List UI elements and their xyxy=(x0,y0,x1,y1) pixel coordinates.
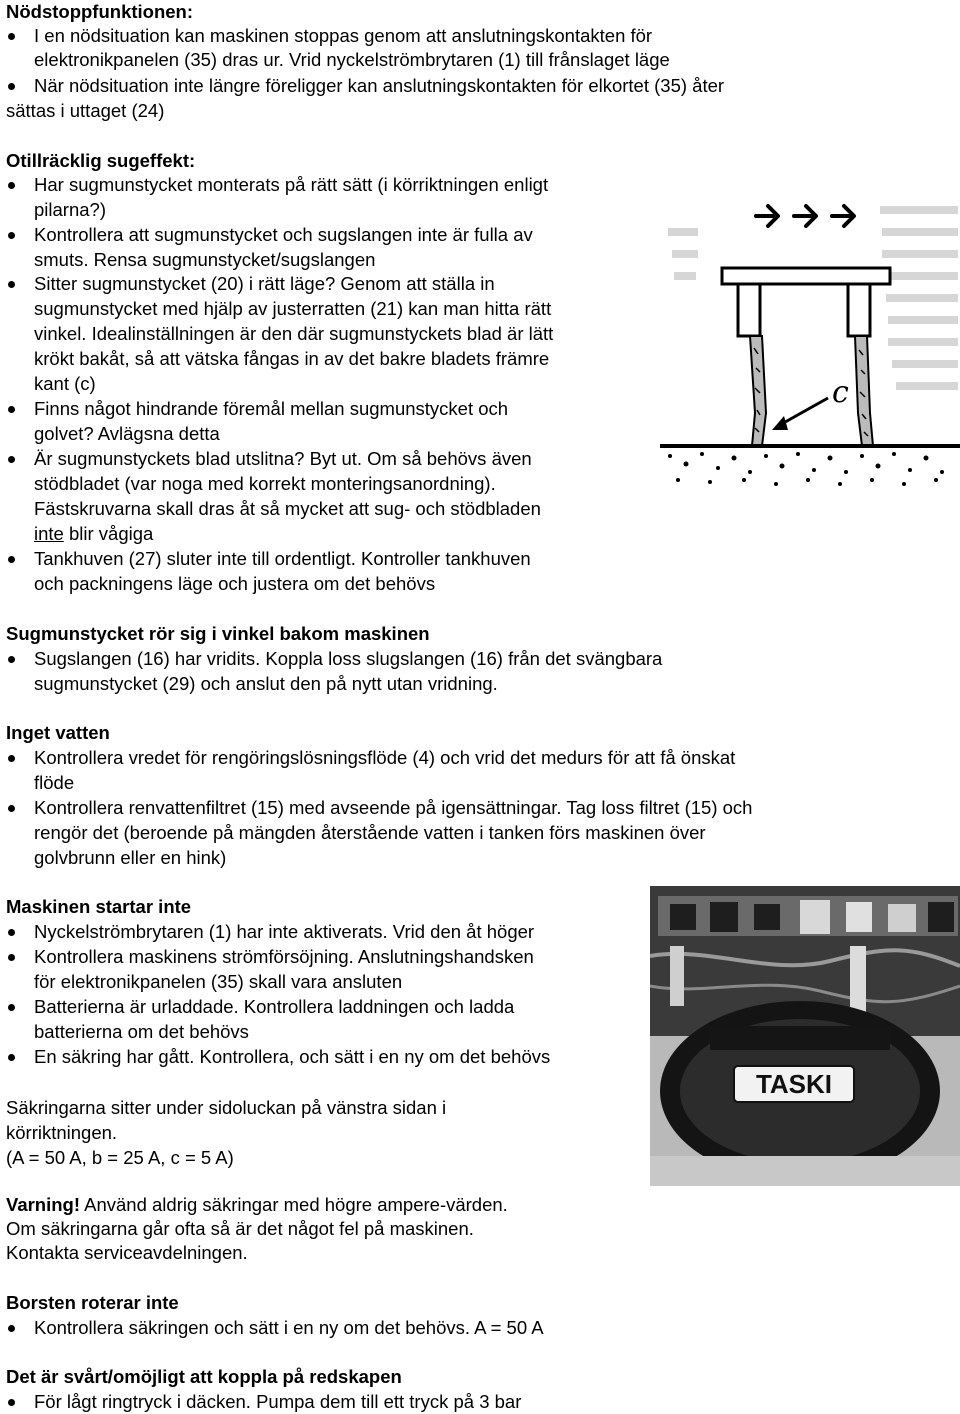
bullet xyxy=(8,656,15,663)
text-line: Sugslangen (16) har vridits. Koppla loss slugslangen (16) från det svängbara xyxy=(34,648,663,669)
heading-startar: Maskinen startar inte xyxy=(6,896,192,917)
text-line: Kontrollera vredet för rengöringslösningsflöde (4) och vrid det medurs för att få önskat xyxy=(34,747,736,768)
bullet xyxy=(8,281,15,288)
text-line: Om säkringarna går ofta så är det något fel på maskinen. xyxy=(6,1218,474,1239)
heading-borsten: Borsten roterar inte xyxy=(6,1292,179,1313)
text-line: golvbrunn eller en hink) xyxy=(34,847,227,868)
bullet xyxy=(8,954,15,961)
underlined-word: inte xyxy=(34,523,64,544)
bullet xyxy=(8,1399,15,1406)
warning-label: Varning! xyxy=(6,1194,81,1215)
text-line: för elektronikpanelen (35) skall vara ansluten xyxy=(34,971,403,992)
text-line: smuts. Rensa sugmunstycket/sugslangen xyxy=(34,249,376,270)
bullet xyxy=(8,755,15,762)
text-line: sugmunstycket (29) och anslut den på nytt utan vridning. xyxy=(34,673,498,694)
text-line: Har sugmunstycket monterats på rätt sätt (i körriktningen enligt xyxy=(34,174,549,195)
text-line xyxy=(6,1193,508,1217)
text-line: batterierna om det behövs xyxy=(34,1021,249,1042)
text-line: Är sugmunstyckets blad utslitna? Byt ut. Om så behövs även xyxy=(34,448,532,469)
heading-vatten: Inget vatten xyxy=(6,722,110,743)
heading-vinkel: Sugmunstycket rör sig i vinkel bakom maskinen xyxy=(6,623,430,644)
text-line: rengör det (beroende på mängden återstående vatten i tanken förs maskinen över xyxy=(34,822,706,843)
text-line: flöde xyxy=(34,772,75,793)
bullet xyxy=(8,1054,15,1061)
logo-text: TASKI xyxy=(755,1069,833,1099)
text-line: Kontrollera att sugmunstycket och sugslangen inte är fulla av xyxy=(34,224,533,245)
text-line: Kontrollera säkringen och sätt i en ny om det behövs. A = 50 A xyxy=(34,1317,544,1338)
text-line: och packningens läge och justera om det behövs xyxy=(34,573,436,594)
text-line: elektronikpanelen (35) dras ur. Vrid nyckelströmbrytaren (1) till frånslaget läge xyxy=(34,49,670,70)
text-line: körriktningen. xyxy=(6,1122,118,1143)
text-line: sättas i uttaget (24) xyxy=(6,100,165,121)
text-line: golvet? Avlägsna detta xyxy=(34,423,220,444)
squeegee-nozzle-figure xyxy=(660,188,960,490)
text-line: stödbladet (var noga med korrekt monteringsanordning). xyxy=(34,473,496,494)
bullet xyxy=(8,556,15,563)
text-fragment: blir vågiga xyxy=(63,523,154,544)
text-line: En säkring har gått. Kontrollera, och sätt i en ny om det behövs xyxy=(34,1046,551,1067)
heading-sugeffekt: Otillräcklig sugeffekt: xyxy=(6,150,196,171)
text-line: Säkringarna sitter under sidoluckan på vänstra sidan i xyxy=(6,1097,447,1118)
text-line: kant (c) xyxy=(34,373,96,394)
text-line: Finns något hindrande föremål mellan sugmunstycket och xyxy=(34,398,509,419)
text-line: Kontrollera maskinens strömförsöjning. Anslutningshandsken xyxy=(34,946,534,967)
text-line: För lågt ringtryck i däcken. Pumpa dem till ett tryck på 3 bar xyxy=(34,1391,522,1412)
bullet xyxy=(8,929,15,936)
bullet xyxy=(8,1325,15,1332)
text-line: pilarna?) xyxy=(34,199,106,220)
text-line: Kontrollera renvattenfiltret (15) med avseende på igensättningar. Tag loss filtret (15) och xyxy=(34,797,753,818)
bullet xyxy=(8,182,15,189)
bullet xyxy=(8,805,15,812)
text-line: Nyckelströmbrytaren (1) har inte aktiverats. Vrid den åt höger xyxy=(34,921,535,942)
text-line: (A = 50 A, b = 25 A, c = 5 A) xyxy=(6,1147,234,1168)
bullet xyxy=(8,33,15,40)
text-line: Batterierna är urladdade. Kontrollera laddningen och ladda xyxy=(34,996,515,1017)
bullet xyxy=(8,456,15,463)
text-line: krökt bakåt, så att vätska fångas in av det bakre bladets främre xyxy=(34,348,550,369)
text-line: Kontakta serviceavdelningen. xyxy=(6,1242,248,1263)
machine-photo xyxy=(650,886,960,1186)
text-line: När nödsituation inte längre föreligger kan anslutningskontakten för elkortet (35) åter xyxy=(34,75,725,96)
text-line: Sitter sugmunstycket (20) i rätt läge? Genom att ställa in xyxy=(34,273,495,294)
text-fragment: Använd aldrig säkringar med högre ampere-värden. xyxy=(80,1194,508,1215)
text-line xyxy=(34,522,153,546)
text-line: I en nödsituation kan maskinen stoppas genom att anslutningskontakten för xyxy=(34,25,653,46)
text-line: Fästskruvarna skall dras åt så mycket att sug- och stödbladen xyxy=(34,498,541,519)
text-line: vinkel. Idealinställningen är den där sugmunstyckets blad är lätt xyxy=(34,323,554,344)
bullet xyxy=(8,406,15,413)
taski-logo xyxy=(734,1066,854,1102)
heading-redskap: Det är svårt/omöjligt att koppla på redskapen xyxy=(6,1366,402,1387)
bullet xyxy=(8,232,15,239)
text-line: Tankhuven (27) sluter inte till ordentligt. Kontroller tankhuven xyxy=(34,548,531,569)
bullet xyxy=(8,1004,15,1011)
heading-nodstopp: Nödstoppfunktionen: xyxy=(6,1,194,22)
bullet xyxy=(8,83,15,90)
label-c: c xyxy=(832,375,849,410)
text-line: sugmunstycket med hjälp av justerratten (21) kan man hitta rätt xyxy=(34,298,552,319)
